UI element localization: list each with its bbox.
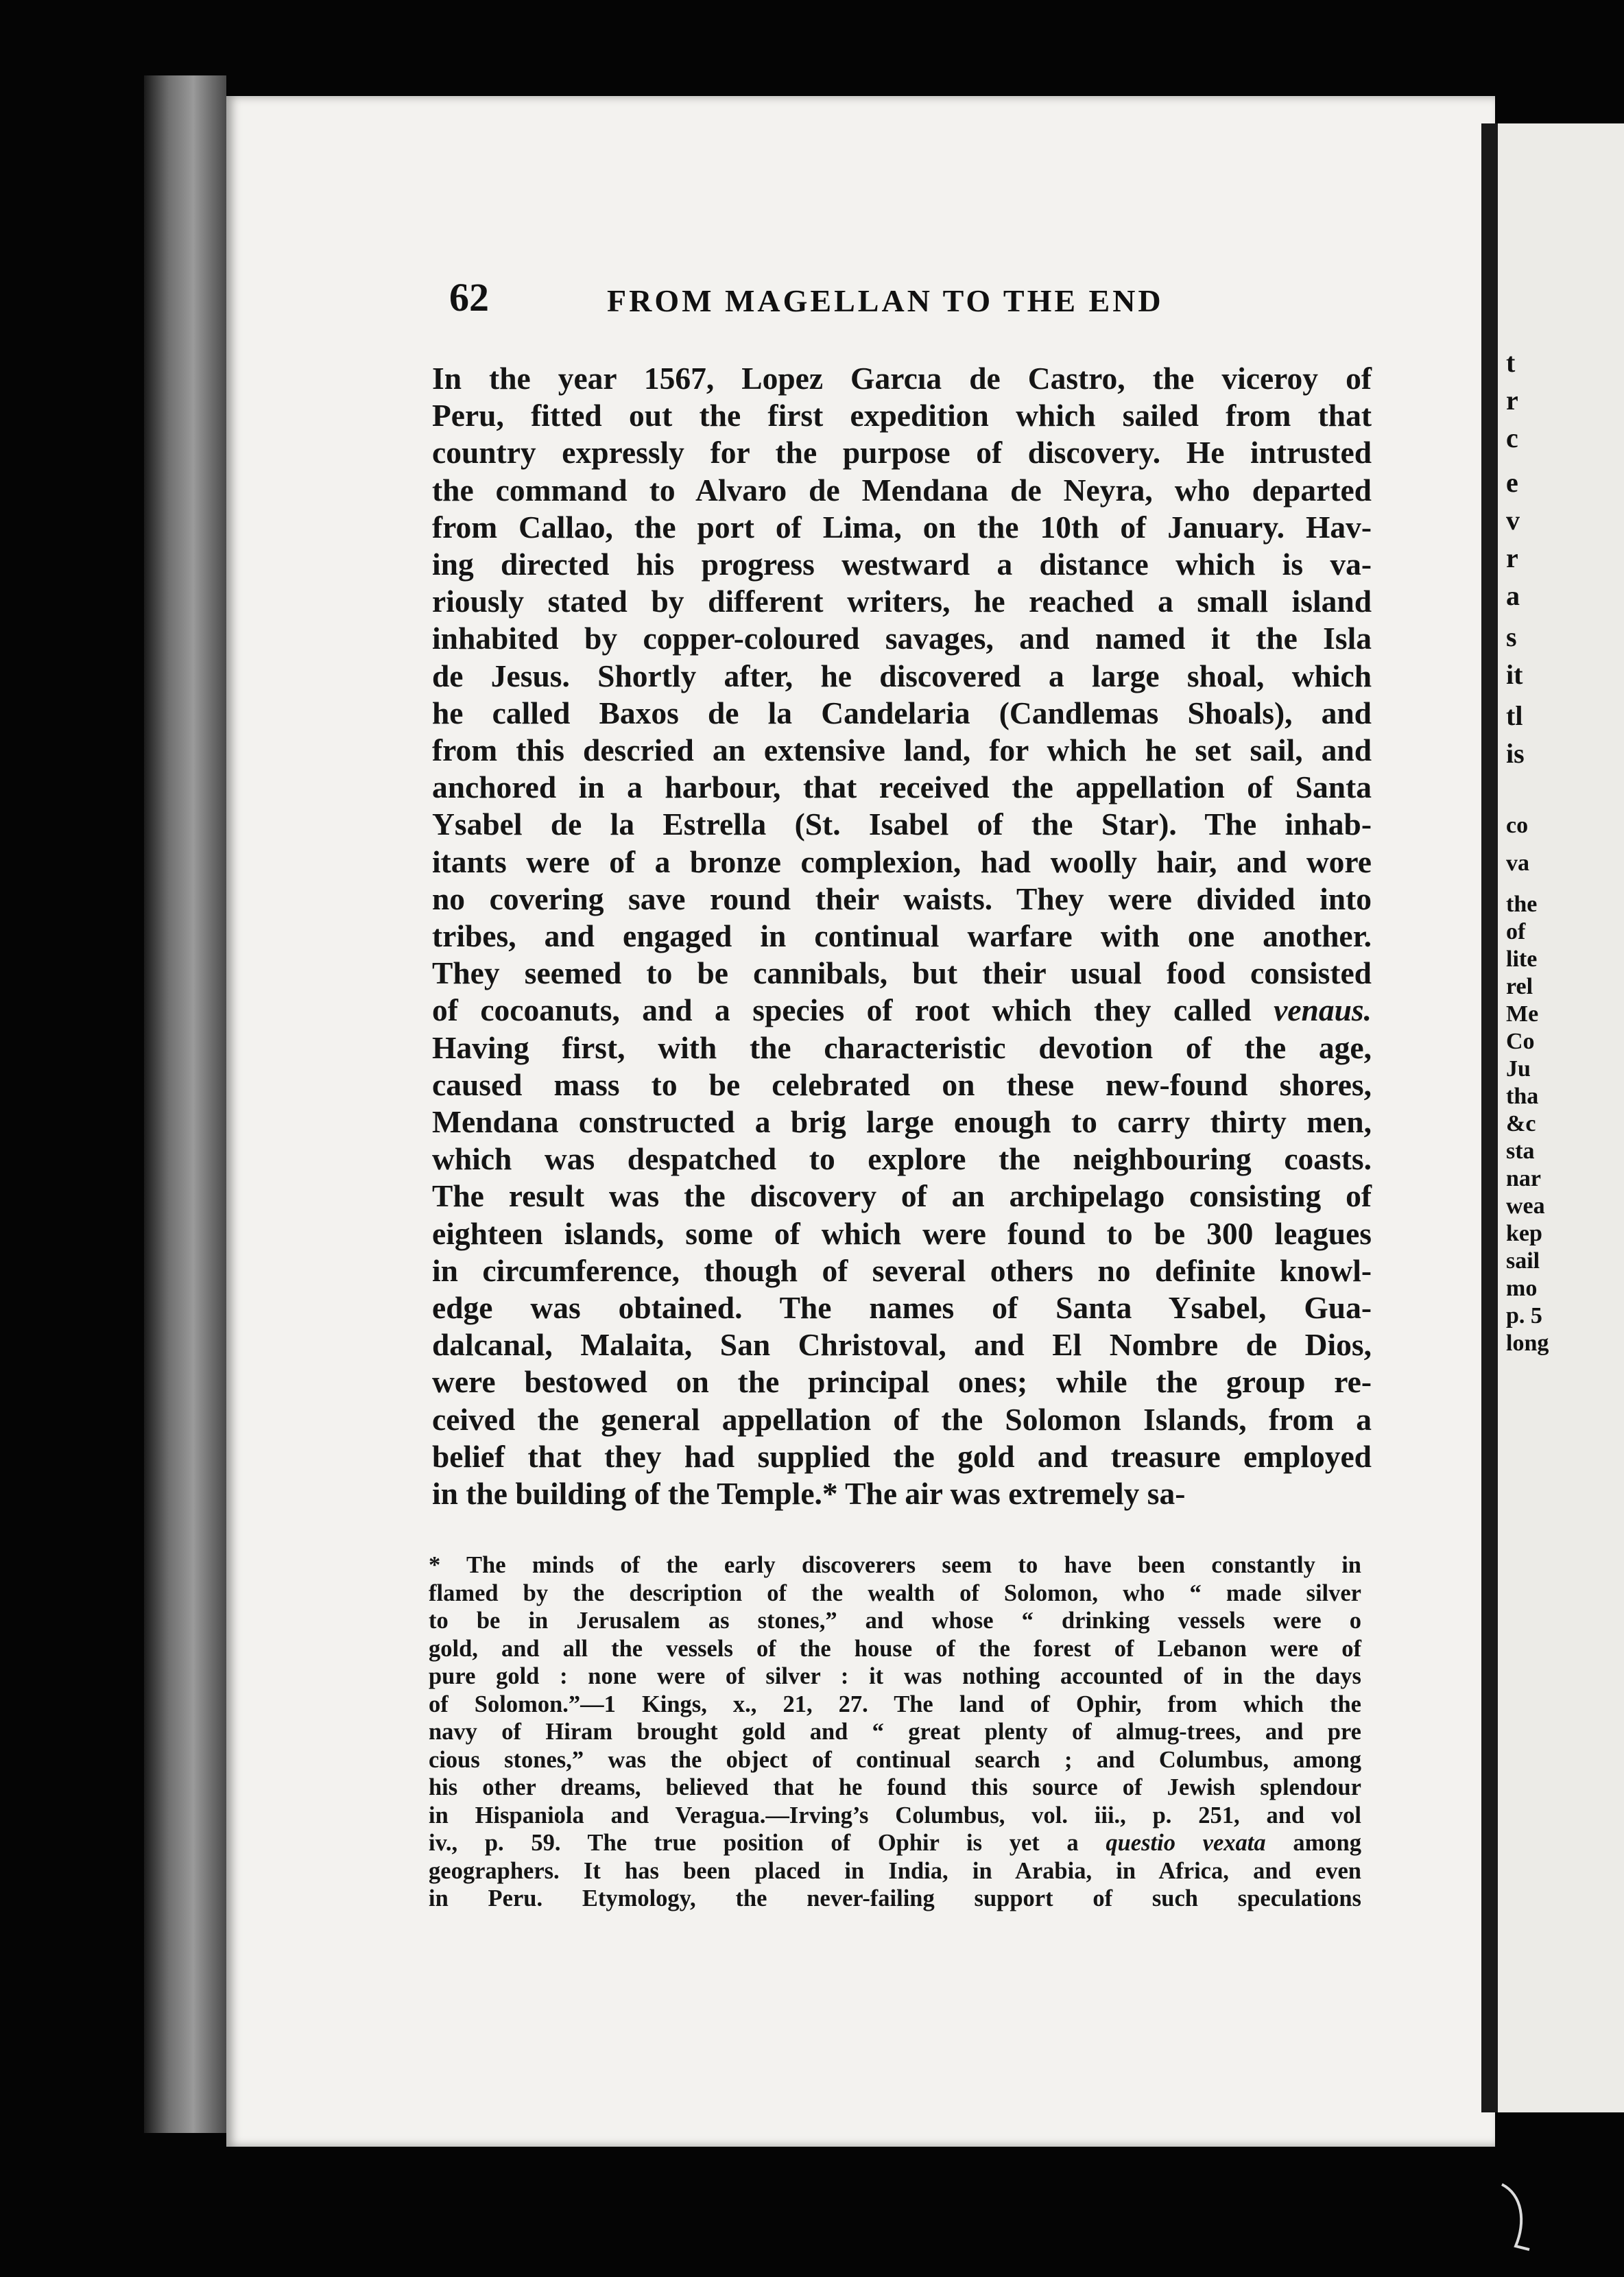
adjacent-page-fragment: mo <box>1506 1276 1538 1301</box>
body-line-text: They seemed to be cannibals, but their usual food consisted <box>432 955 1372 991</box>
body-italic-word: venaus. <box>1274 992 1372 1028</box>
adjacent-page-fragment: tl <box>1506 700 1523 731</box>
footnote-line-text: in Peru. Etymology, the never-failing support of such speculations <box>429 1885 1361 1911</box>
body-line <box>432 1363 1372 1400</box>
adjacent-page-fragment: t <box>1506 347 1516 378</box>
body-line-text: in the building of the Temple.* The air was extremely sa- <box>432 1476 1186 1512</box>
footnote-line-text: pure gold : none were of silver : it was nothing accounted of in the days <box>429 1663 1361 1689</box>
body-line-text: in circumference, though of several others no definite knowl- <box>432 1252 1372 1288</box>
body-line-text: country expressly for the purpose of discovery. He intrusted <box>432 435 1372 470</box>
body-line-text: ing directed his progress westward a distance which is va- <box>432 547 1372 582</box>
body-line-text: In the year 1567, Lopez Garcıa de Castro, the viceroy of <box>432 361 1372 396</box>
body-line <box>432 1104 1372 1141</box>
body-line <box>432 732 1372 769</box>
body-line <box>432 1141 1372 1178</box>
footnote-line <box>429 1829 1361 1857</box>
body-line-text: of cocoanuts, and a species of root which they called <box>432 992 1252 1028</box>
adjacent-page-fragment: is <box>1506 738 1525 769</box>
footnote-line-tail: among <box>1265 1830 1361 1856</box>
footnote-line-text: of Solomon.”—1 Kings, x., 21, 27. The land of Ophir, from which the <box>429 1691 1361 1717</box>
adjacent-page-fragment: v <box>1506 505 1520 536</box>
body-line <box>432 918 1372 955</box>
adjacent-page-fragment: sail <box>1506 1248 1540 1274</box>
footnote-line-text: geographers. It has been placed in India, in Arabia, in Africa, and even <box>429 1857 1361 1884</box>
footnote-line <box>429 1691 1361 1719</box>
body-line <box>432 806 1372 843</box>
adjacent-page-fragment: Me <box>1506 1001 1539 1027</box>
adjacent-page-fragment: lite <box>1506 946 1538 972</box>
adjacent-page-fragment: co <box>1506 813 1529 838</box>
footnote-line <box>429 1802 1361 1830</box>
corner-scan-mark <box>1495 2181 1536 2256</box>
body-line <box>432 1289 1372 1326</box>
adjacent-page-fragment: va <box>1506 850 1529 876</box>
adjacent-page-fragment: the <box>1506 892 1538 917</box>
page-header <box>449 274 1361 322</box>
adjacent-page-fragment: rel <box>1506 974 1533 999</box>
body-line-text: caused mass to be celebrated on these new-found shores, <box>432 1066 1372 1102</box>
body-line-text: were bestowed on the principal ones; while the group re- <box>432 1364 1372 1400</box>
body-line <box>432 472 1372 509</box>
adjacent-page-fragment: e <box>1506 467 1518 498</box>
body-line-text: itants were of a bronze complexion, had woolly hair, and wore <box>432 844 1372 879</box>
adjacent-page-fragment: r <box>1506 543 1518 573</box>
footnote-line <box>429 1857 1361 1885</box>
body-line <box>432 360 1372 397</box>
body-line-text: anchored in a harbour, that received the appellation of Santa <box>432 770 1372 805</box>
footnote-line <box>429 1774 1361 1802</box>
body-line <box>432 1066 1372 1104</box>
body-line <box>432 955 1372 992</box>
adjacent-page-fragment: Ju <box>1506 1056 1531 1082</box>
body-line-text: from this descried an extensive land, for which he set sail, and <box>432 732 1372 768</box>
body-line <box>432 695 1372 732</box>
body-line-text: tribes, and engaged in continual warfare with one another. <box>432 918 1372 954</box>
body-line-text: from Callao, the port of Lima, on the 10th of January. Hav- <box>432 509 1372 545</box>
adjacent-page-fragment: it <box>1506 659 1523 690</box>
body-line <box>432 583 1372 620</box>
adjacent-page-fragment: s <box>1506 621 1517 652</box>
body-line <box>432 1215 1372 1252</box>
footnote-line-text: in Hispaniola and Veragua.—Irving’s Columbus, vol. iii., p. 251, and vol <box>429 1802 1361 1828</box>
footnote-line-text: cious stones,” was the object of continual search ; and Columbus, among <box>429 1746 1361 1773</box>
body-line <box>432 1178 1372 1215</box>
adjacent-page-fragment: &c <box>1506 1111 1536 1136</box>
body-line-text: riously stated by different writers, he reached a small island <box>432 584 1372 619</box>
body-line <box>432 1326 1372 1363</box>
adjacent-page-fragment: sta <box>1506 1138 1535 1164</box>
body-paragraph <box>432 360 1372 1512</box>
body-line <box>432 1252 1372 1289</box>
footnote-line-text: iv., p. 59. The true position of Ophir is yet a <box>429 1830 1079 1856</box>
body-line <box>432 1029 1372 1066</box>
footnote-line-text: navy of Hiram brought gold and “ great plenty of almug-trees, and pre <box>429 1719 1361 1745</box>
adjacent-page-fragment: a <box>1506 580 1520 611</box>
body-line <box>432 992 1372 1029</box>
adjacent-page-fragment: r <box>1506 385 1518 416</box>
footnote-line <box>429 1718 1361 1746</box>
body-line-text: edge was obtained. The names of Santa Ysabel, Gua- <box>432 1290 1372 1326</box>
footnote-italic-phrase: questio vexata <box>1106 1830 1266 1856</box>
footnote-line <box>429 1607 1361 1635</box>
footnote-line-text: * The minds of the early discoverers seem to have been constantly in <box>429 1552 1361 1578</box>
body-line <box>432 658 1372 695</box>
footnote-line <box>429 1885 1361 1913</box>
body-line-text: Having first, with the characteristic devotion of the age, <box>432 1029 1372 1065</box>
adjacent-page-fragment: c <box>1506 422 1518 453</box>
body-line-text: de Jesus. Shortly after, he discovered a large shoal, which <box>432 658 1372 693</box>
adjacent-page-fragment: wea <box>1506 1193 1545 1219</box>
footnote-line-text: flamed by the description of the wealth of Solomon, who “ made silver <box>429 1579 1361 1606</box>
body-line <box>432 844 1372 881</box>
adjacent-page-fragment: Co <box>1506 1029 1535 1054</box>
body-line-text: Peru, fitted out the first expedition which sailed from that <box>432 398 1372 433</box>
footnote-line <box>429 1746 1361 1774</box>
adjacent-page-fragment: nar <box>1506 1166 1541 1191</box>
body-line <box>432 881 1372 918</box>
body-line-text: eighteen islands, some of which were found to be 300 leagues <box>432 1215 1372 1251</box>
book-spine <box>144 75 226 2133</box>
adjacent-page-fragment: long <box>1506 1331 1549 1356</box>
footnote-line <box>429 1662 1361 1691</box>
body-line-text: inhabited by copper-coloured savages, and named it the Isla <box>432 621 1372 656</box>
body-line <box>432 434 1372 471</box>
body-line-text: Ysabel de la Estrella (St. Isabel of the Star). The inhab- <box>432 807 1372 842</box>
body-line-text: he called Baxos de la Candelaria (Candlemas Shoals), and <box>432 695 1372 730</box>
running-head: FROM MAGELLAN TO THE END <box>607 283 1164 318</box>
body-line <box>432 1438 1372 1475</box>
body-line-text: Mendana constructed a brig large enough to carry thirty men, <box>432 1104 1372 1140</box>
body-line-text: ceived the general appellation of the Solomon Islands, from a <box>432 1401 1372 1437</box>
footnote <box>429 1551 1361 1913</box>
adjacent-page-fragment: tha <box>1506 1084 1539 1109</box>
body-line-text: belief that they had supplied the gold and treasure employed <box>432 1438 1372 1474</box>
adjacent-page-fragment: p. 5 <box>1506 1303 1542 1328</box>
body-line <box>432 546 1372 583</box>
footnote-line <box>429 1551 1361 1579</box>
body-line-text: which was despatched to explore the neighbouring coasts. <box>432 1141 1372 1177</box>
body-line <box>432 769 1372 806</box>
footnote-line <box>429 1579 1361 1608</box>
adjacent-page-fragment: kep <box>1506 1221 1542 1246</box>
body-line <box>432 620 1372 657</box>
adjacent-page-fragment: of <box>1506 919 1526 944</box>
body-line <box>432 397 1372 434</box>
body-line-text: the command to Alvaro de Mendana de Neyra, who departed <box>432 472 1372 508</box>
body-line-text: no covering save round their waists. They were divided into <box>432 881 1372 916</box>
footnote-line <box>429 1635 1361 1663</box>
footnote-line-text: gold, and all the vessels of the house of the forest of Lebanon were of <box>429 1635 1361 1662</box>
body-line-text: dalcanal, Malaita, San Christoval, and El Nombre de Dios, <box>432 1327 1372 1363</box>
footnote-line-text: to be in Jerusalem as stones,” and whose “ drinking vessels were o <box>429 1608 1361 1634</box>
footnote-line-text: his other dreams, believed that he found this source of Jewish splendour <box>429 1774 1361 1800</box>
page-number: 62 <box>449 275 489 320</box>
body-line <box>432 509 1372 546</box>
body-line <box>432 1475 1372 1512</box>
body-line <box>432 1401 1372 1438</box>
body-line-text: The result was the discovery of an archipelago consisting of <box>432 1178 1372 1214</box>
adjacent-page-edge <box>1481 123 1624 2112</box>
